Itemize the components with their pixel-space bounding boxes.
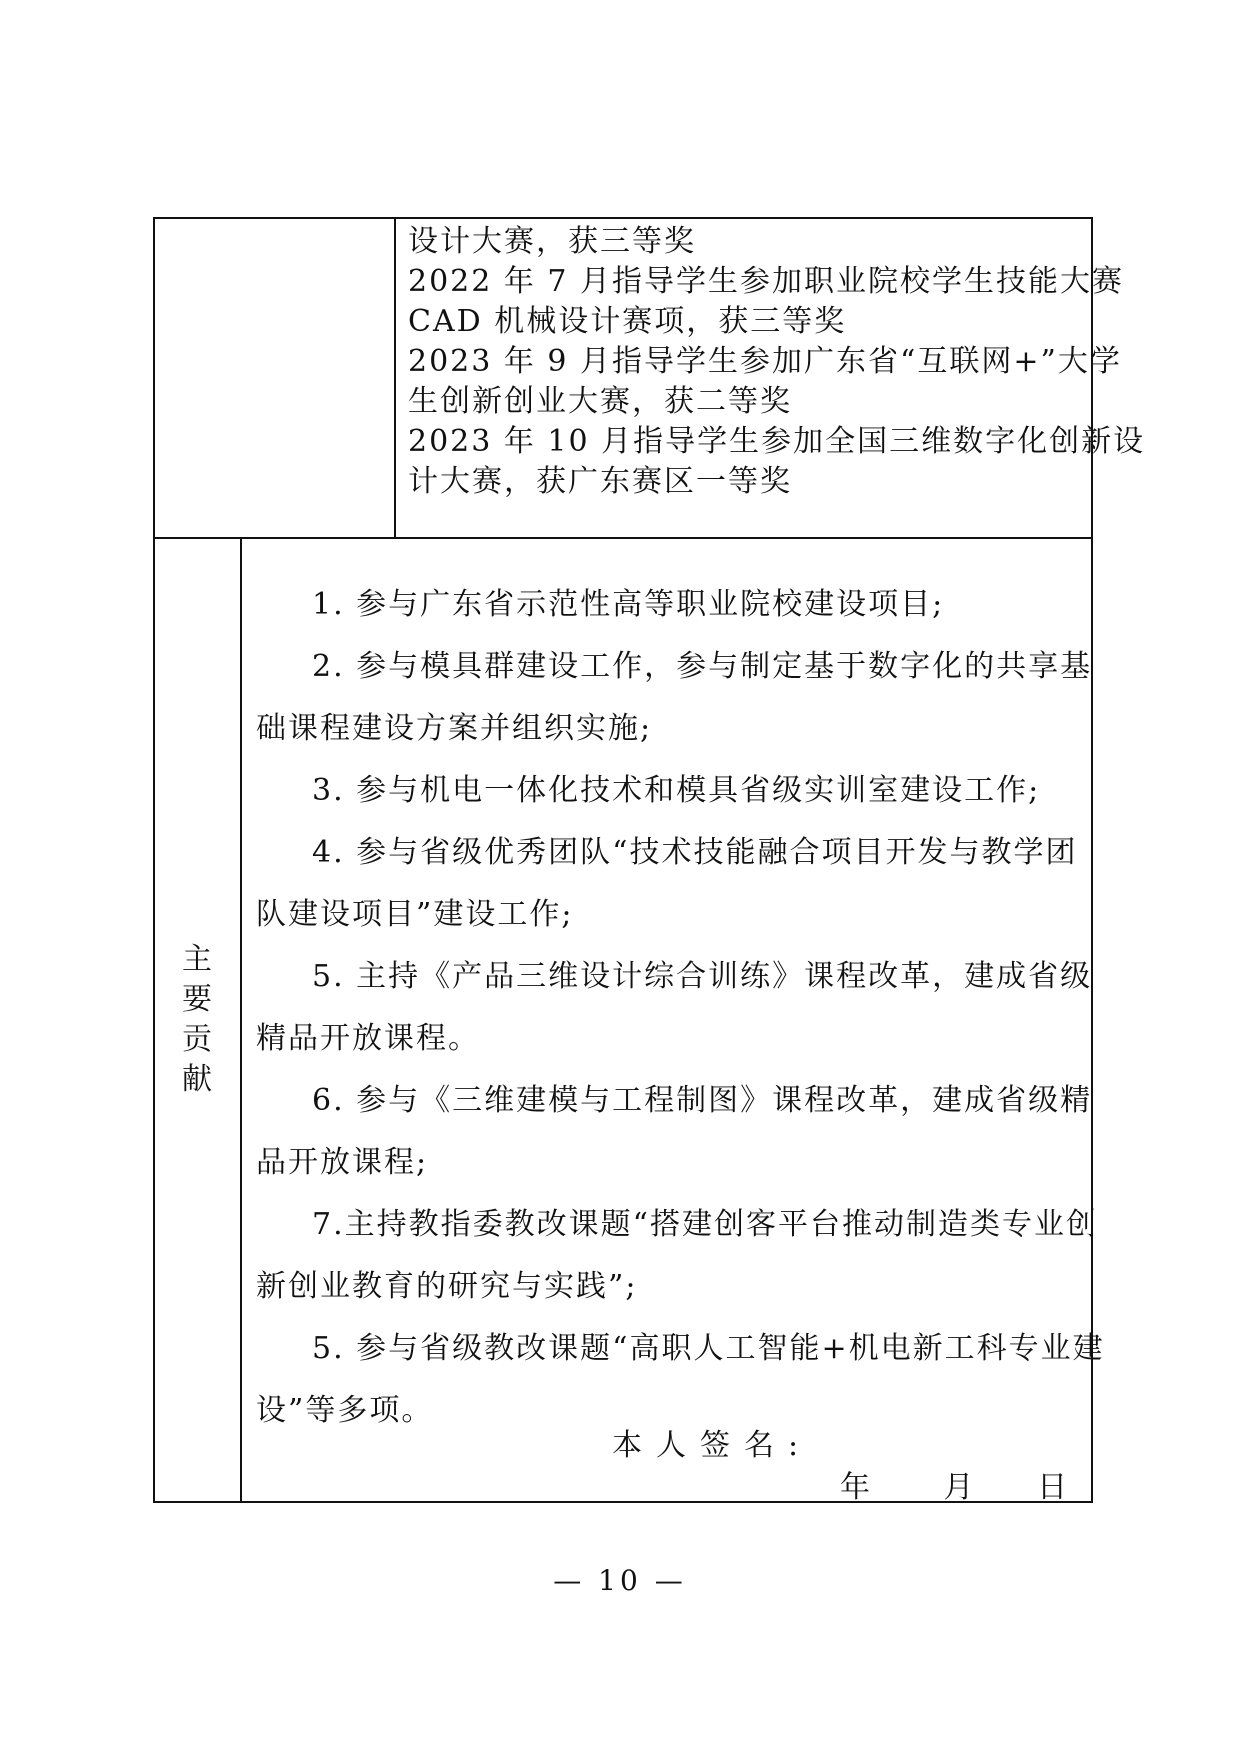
label-char: 献 <box>182 1062 212 1097</box>
contribution-line: 4. 参与省级优秀团队“技术技能融合项目开发与教学团 <box>312 835 1078 870</box>
contribution-line: 7.主持教指委教改课题“搭建创客平台推动制造类专业创 <box>312 1207 1098 1242</box>
awards-line: 2023 年 10 月指导学生参加全国三维数字化创新设 <box>408 424 1146 459</box>
contribution-line: 品开放课程; <box>256 1145 429 1180</box>
label-char: 贡 <box>182 1022 212 1057</box>
contribution-line: 设”等多项。 <box>256 1393 434 1428</box>
date-row <box>840 1462 1067 1506</box>
contribution-line: 队建设项目”建设工作; <box>256 897 574 932</box>
awards-line: 2023 年 9 月指导学生参加广东省“互联网+”大学 <box>408 344 1122 379</box>
contribution-line: 1. 参与广东省示范性高等职业院校建设项目; <box>312 587 945 622</box>
contrib-column-divider <box>240 537 242 1503</box>
awards-cell <box>408 222 1146 502</box>
contribution-line: 6. 参与《三维建模与工程制图》课程改革，建成省级精 <box>312 1083 1093 1118</box>
date-year: 年 <box>840 1470 870 1505</box>
contributions-label <box>182 940 212 1100</box>
contributions-body <box>256 574 1105 1442</box>
page-number: — 10 — <box>553 1564 687 1597</box>
label-char: 主 <box>182 942 212 977</box>
contribution-line: 2. 参与模具群建设工作，参与制定基于数字化的共享基 <box>312 649 1093 684</box>
contribution-line: 5. 主持《产品三维设计综合训练》课程改革，建成省级 <box>312 959 1093 994</box>
contribution-line: 精品开放课程。 <box>256 1021 480 1056</box>
label-char: 要 <box>182 982 212 1017</box>
awards-line: 设计大赛，获三等奖 <box>408 224 696 259</box>
awards-line: 生创新创业大赛，获二等奖 <box>408 384 792 419</box>
row-divider <box>153 537 1093 539</box>
contribution-line: 础课程建设方案并组织实施; <box>256 711 653 746</box>
contribution-line: 新创业教育的研究与实践”; <box>256 1269 638 1304</box>
awards-column-divider <box>394 217 396 539</box>
awards-line: CAD 机械设计赛项，获三等奖 <box>408 304 847 339</box>
awards-line: 2022 年 7 月指导学生参加职业院校学生技能大赛 <box>408 264 1125 299</box>
awards-line: 计大赛，获广东赛区一等奖 <box>408 464 792 499</box>
contribution-line: 3. 参与机电一体化技术和模具省级实训室建设工作; <box>312 773 1041 808</box>
contribution-line: 5. 参与省级教改课题“高职人工智能+机电新工科专业建 <box>312 1331 1105 1366</box>
signature-label: 本人签名: <box>612 1428 813 1463</box>
date-day: 日 <box>1037 1470 1068 1505</box>
date-month: 月 <box>943 1470 974 1505</box>
